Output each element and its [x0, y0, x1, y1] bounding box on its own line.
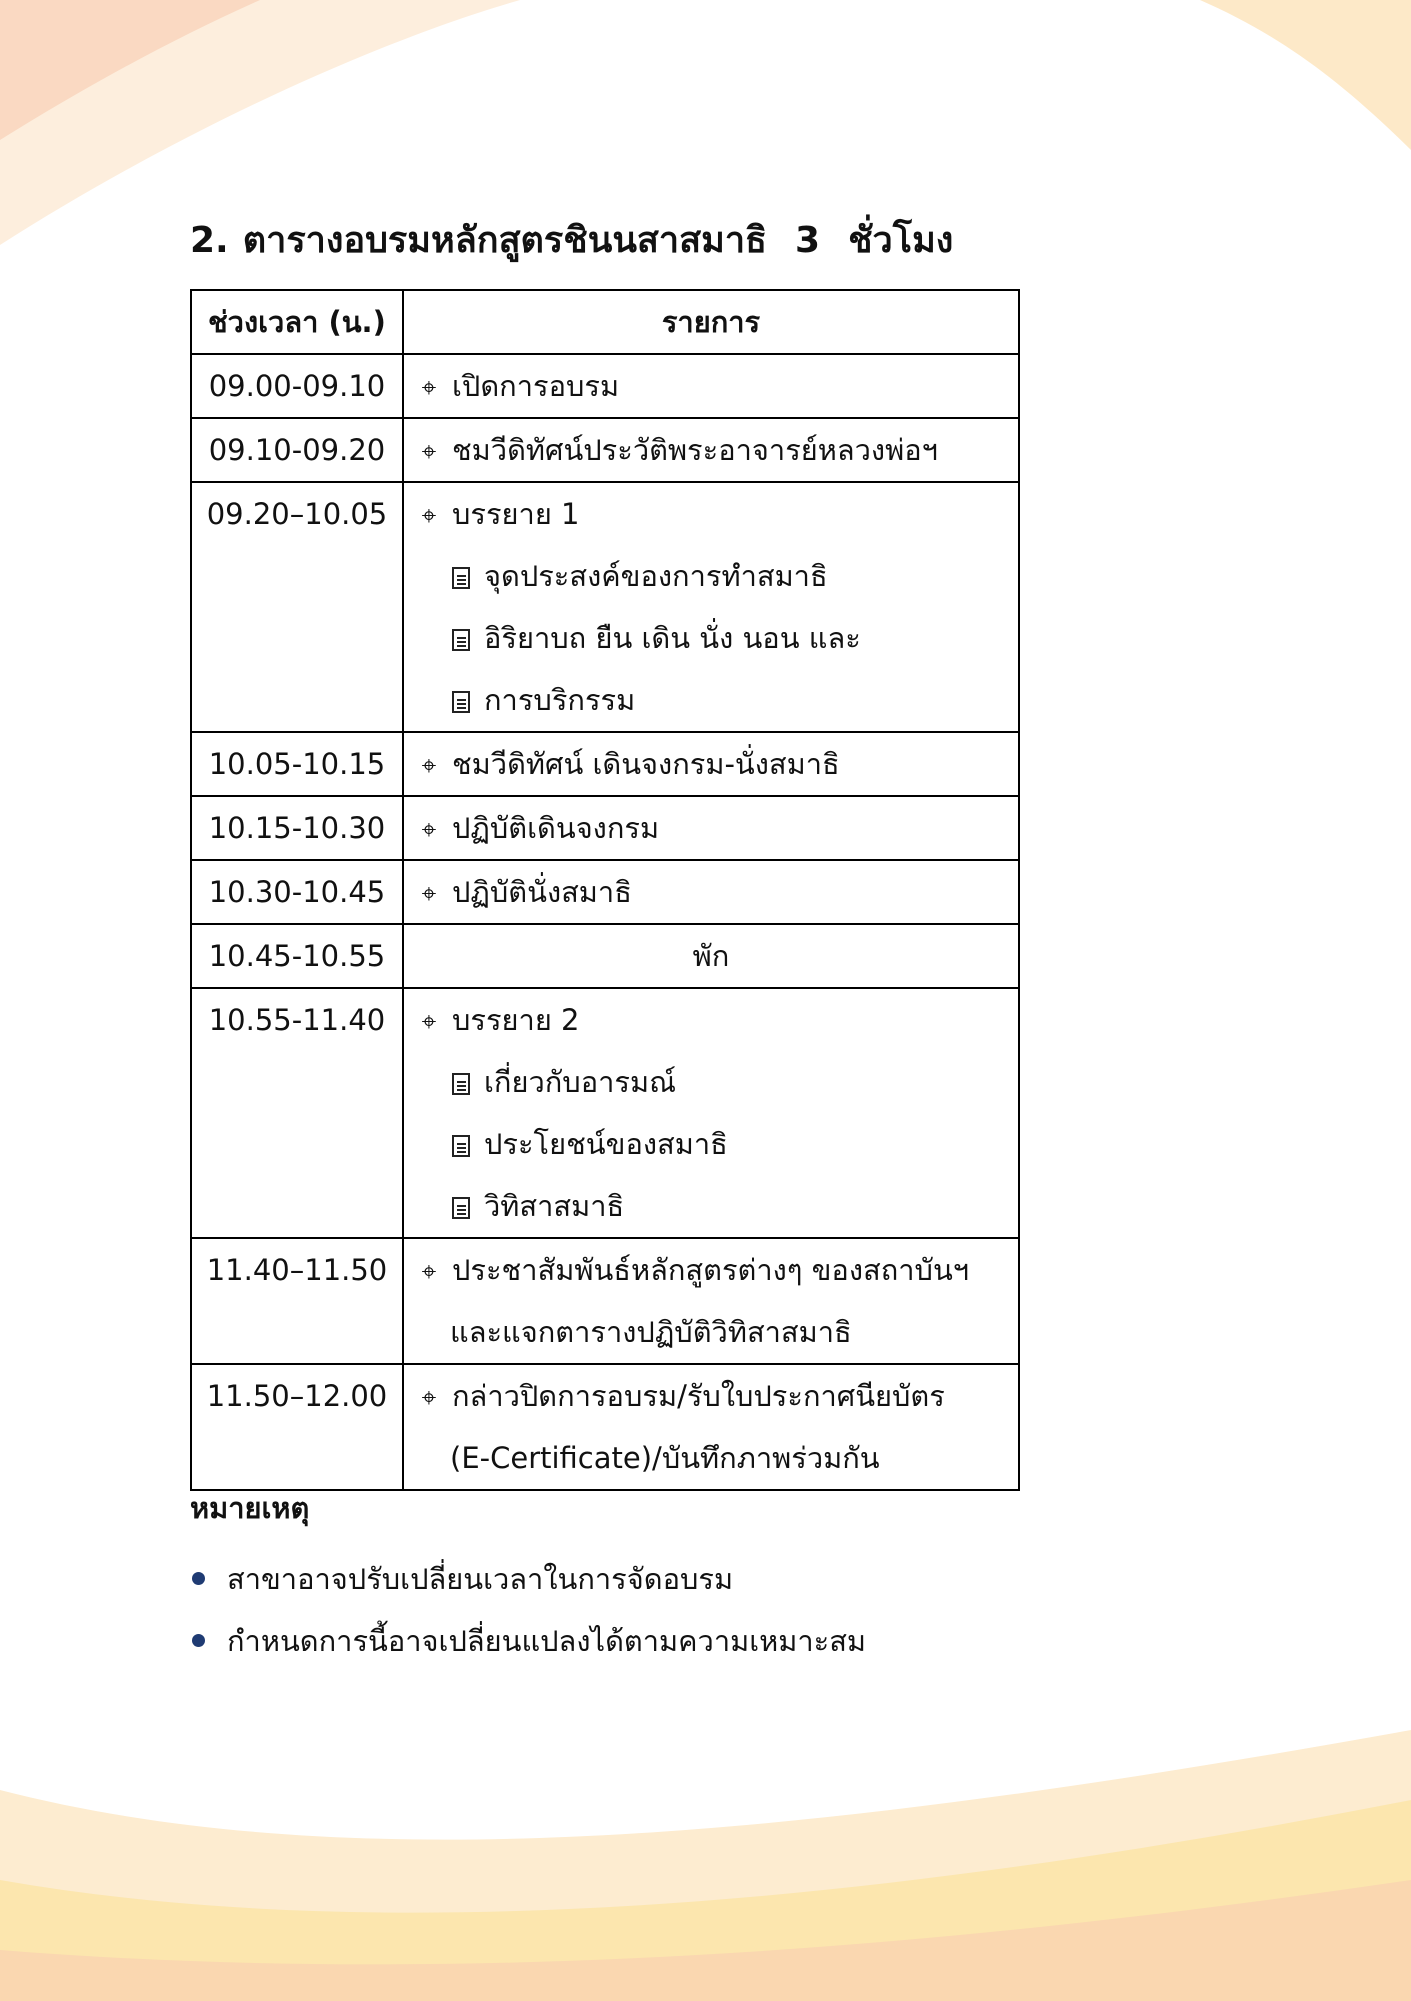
item-text: ชมวีดิทัศน์ประวัติพระอาจารย์หลวงพ่อฯ	[452, 433, 938, 467]
item-text: ประชาสัมพันธ์หลักสูตรต่างๆ ของสถาบันฯ	[452, 1253, 970, 1287]
item-text: ประโยชน์ของสมาธิ	[484, 1127, 728, 1161]
title-hours: 3	[795, 220, 821, 261]
sub-item	[404, 1051, 1018, 1113]
item-line	[404, 797, 1018, 859]
item-text: บรรยาย 1	[452, 497, 580, 531]
time-label: 11.50–12.00	[206, 1379, 388, 1413]
crosshair-icon: ⌖	[421, 501, 437, 531]
item-line	[404, 1365, 1018, 1427]
item-cell	[403, 924, 1019, 988]
crosshair-icon: ⌖	[421, 1257, 437, 1287]
item-text: ปฏิบัติเดินจงกรม	[452, 811, 660, 845]
crosshair-icon: ⌖	[421, 879, 437, 909]
time-label: 09.00-09.10	[208, 369, 386, 403]
item-cell	[403, 988, 1019, 1238]
document-icon	[452, 1197, 470, 1219]
note-text: กำหนดการนี้อาจเปลี่ยนแปลงได้ตามความเหมาะสม	[227, 1624, 867, 1658]
item-cell	[403, 1364, 1019, 1490]
notes-title: หมายเหตุ	[190, 1491, 310, 1525]
item-line	[404, 733, 1018, 795]
item-line	[404, 1239, 1018, 1301]
item-cell	[403, 482, 1019, 732]
item-text: พัก	[692, 939, 730, 973]
time-label: 10.15-10.30	[208, 811, 386, 845]
item-text: ชมวีดิทัศน์ เดินจงกรม-นั่งสมาธิ	[452, 747, 840, 781]
item-cell	[403, 796, 1019, 860]
time-cell	[191, 482, 403, 732]
dot-bullet-icon	[192, 1634, 205, 1647]
page-title	[190, 215, 1190, 267]
table-header-row	[191, 290, 1019, 354]
table-row	[191, 988, 1019, 1238]
time-cell	[191, 354, 403, 418]
item-text: และแจกตารางปฏิบัติวิทิสาสมาธิ	[450, 1315, 852, 1349]
item-cell	[403, 354, 1019, 418]
document-icon	[452, 691, 470, 713]
item-text: ปฏิบัตินั่งสมาธิ	[452, 875, 632, 909]
item-text: (E-Certificate)/บันทึกภาพร่วมกัน	[450, 1441, 880, 1475]
crosshair-icon: ⌖	[421, 751, 437, 781]
item-text: กล่าวปิดการอบรม/รับใบประกาศนียบัตร	[452, 1379, 945, 1413]
time-cell	[191, 796, 403, 860]
note-item	[190, 1548, 1090, 1610]
time-label: 09.10-09.20	[208, 433, 386, 467]
item-line	[404, 1301, 1018, 1363]
sub-item	[404, 669, 1018, 731]
item-line	[404, 925, 1018, 987]
table-row	[191, 860, 1019, 924]
header-item: รายการ	[403, 290, 1019, 354]
schedule-table	[190, 289, 1020, 1491]
time-cell	[191, 418, 403, 482]
time-label: 09.20–10.05	[206, 497, 388, 531]
item-text: เกี่ยวกับอารมณ์	[484, 1065, 677, 1099]
item-text: อิริยาบถ ยืน เดิน นั่ง นอน และ	[484, 621, 861, 655]
time-cell	[191, 924, 403, 988]
sub-item	[404, 545, 1018, 607]
item-cell	[403, 860, 1019, 924]
item-cell	[403, 732, 1019, 796]
document-icon	[452, 1135, 470, 1157]
item-text: เปิดการอบรม	[452, 369, 620, 403]
time-label: 10.30-10.45	[208, 875, 386, 909]
crosshair-icon: ⌖	[421, 437, 437, 467]
item-text: วิทิสาสมาธิ	[484, 1189, 625, 1223]
sub-item	[404, 1113, 1018, 1175]
title-number: 2.	[190, 220, 229, 261]
crosshair-icon: ⌖	[421, 815, 437, 845]
title-main: ตารางอบรมหลักสูตรชินนสาสมาธิ	[242, 220, 768, 261]
table-row	[191, 1238, 1019, 1364]
item-line	[404, 355, 1018, 417]
item-text: การบริกรรม	[484, 683, 636, 717]
note-item	[190, 1610, 1090, 1672]
item-cell	[403, 1238, 1019, 1364]
table-row	[191, 354, 1019, 418]
table-row	[191, 482, 1019, 732]
item-line	[404, 419, 1018, 481]
item-line	[404, 989, 1018, 1051]
header-time: ช่วงเวลา (น.)	[191, 290, 403, 354]
item-text: จุดประสงค์ของการทำสมาธิ	[484, 559, 828, 593]
document-icon	[452, 629, 470, 651]
time-cell	[191, 860, 403, 924]
note-text: สาขาอาจปรับเปลี่ยนเวลาในการจัดอบรม	[227, 1562, 734, 1596]
title-unit: ชั่วโมง	[848, 220, 954, 261]
time-cell	[191, 1238, 403, 1364]
document-icon	[452, 567, 470, 589]
table-row	[191, 924, 1019, 988]
table-row	[191, 1364, 1019, 1490]
crosshair-icon: ⌖	[421, 1383, 437, 1413]
notes-list	[190, 1548, 1090, 1672]
table-row	[191, 418, 1019, 482]
item-line	[404, 1427, 1018, 1489]
item-line	[404, 861, 1018, 923]
item-text: บรรยาย 2	[452, 1003, 580, 1037]
time-cell	[191, 732, 403, 796]
crosshair-icon: ⌖	[421, 373, 437, 403]
crosshair-icon: ⌖	[421, 1007, 437, 1037]
schedule-body	[191, 354, 1019, 1490]
time-label: 10.45-10.55	[208, 939, 386, 973]
sub-item	[404, 1175, 1018, 1237]
sub-item	[404, 607, 1018, 669]
time-cell	[191, 988, 403, 1238]
time-label: 10.55-11.40	[208, 1003, 386, 1037]
time-label: 11.40–11.50	[206, 1253, 388, 1287]
dot-bullet-icon	[192, 1572, 205, 1585]
table-row	[191, 732, 1019, 796]
time-label: 10.05-10.15	[208, 747, 386, 781]
document-icon	[452, 1073, 470, 1095]
time-cell	[191, 1364, 403, 1490]
table-row	[191, 796, 1019, 860]
item-cell	[403, 418, 1019, 482]
item-line	[404, 483, 1018, 545]
